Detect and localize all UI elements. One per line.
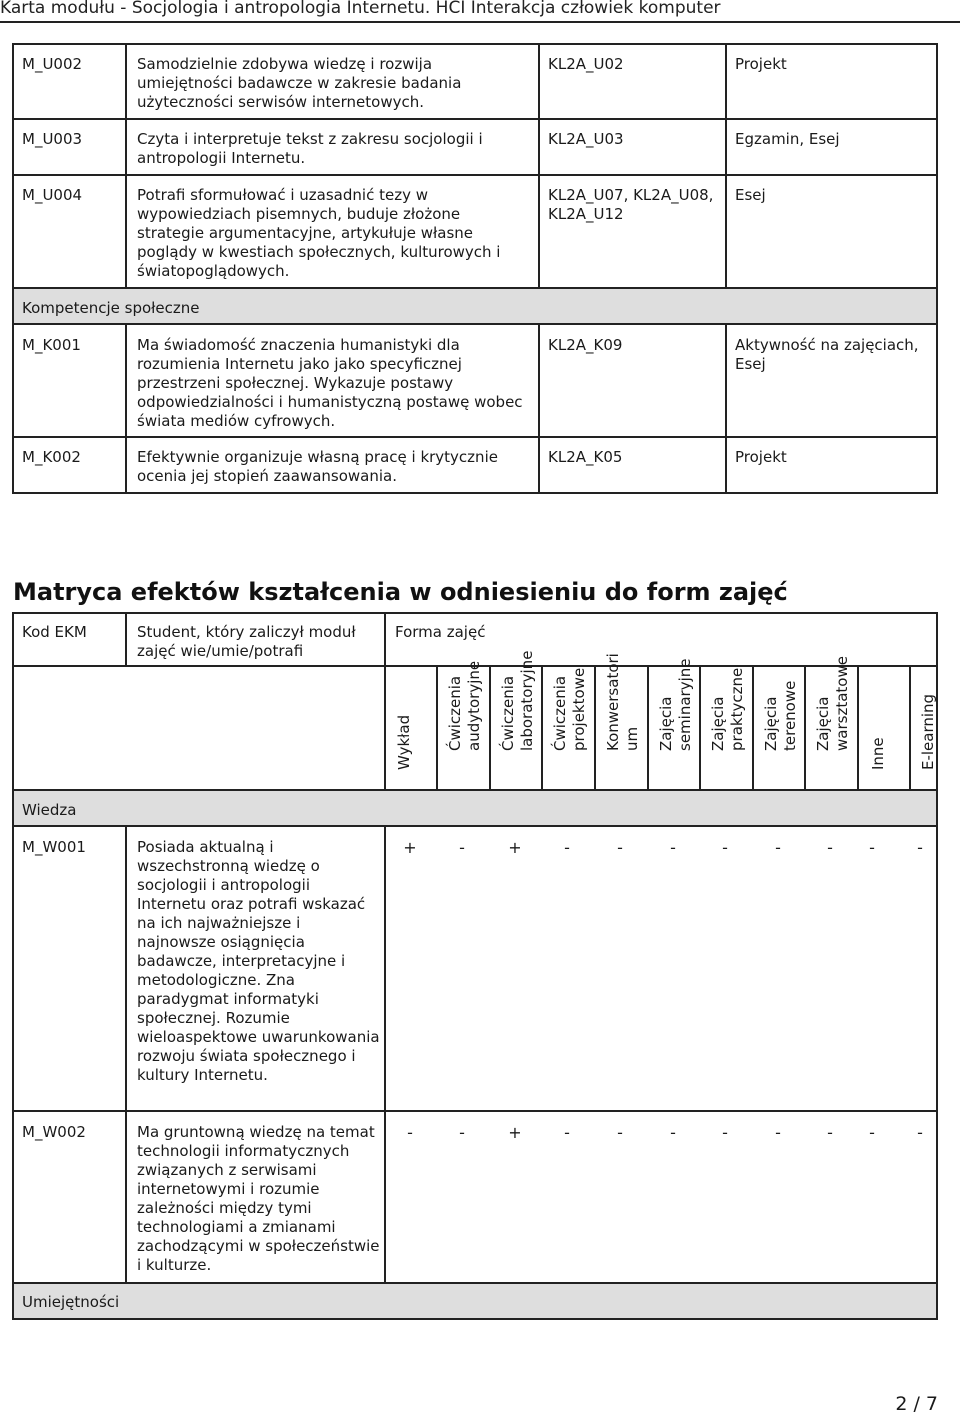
form-mark: -: [670, 838, 676, 857]
form-label: Wykład: [395, 714, 413, 770]
form-mark: -: [917, 838, 923, 857]
form-label: Ćwiczenia: [551, 675, 569, 751]
form-label: warsztatowe: [833, 656, 851, 751]
form-column-header: [446, 660, 499, 789]
form-label: terenowe: [781, 680, 799, 751]
section-label-knowledge: Wiedza: [22, 801, 77, 819]
column-header-forms: Forma zajęć: [395, 623, 486, 641]
outcome-method: Egzamin, Esej: [735, 130, 840, 148]
form-label: Konwersatori: [604, 653, 622, 751]
outcome-method: Esej: [735, 186, 766, 204]
form-mark: +: [508, 838, 522, 857]
matrix-row-description: Posiada aktualną i wszechstronną wiedzę o socjologii i antropologii Internetu oraz potrafi wskazać na ich najważniejsze i najnowsze osiągnięcia badawcze, interpretacyjne i metodologiczne. Zna paradygmat informatyki społecznej. Rozumie wieloaspektowe uwarunkowania rozwoju świata społecznego i kultury Internetu.: [137, 838, 380, 1084]
matrix-heading: Matryca efektów kształcenia w odniesieniu do form zajęć: [13, 578, 788, 606]
form-mark: -: [564, 1123, 570, 1142]
form-mark: -: [459, 1123, 465, 1142]
outcome-reference: KL2A_U02: [548, 55, 624, 73]
outcome-code: M_U002: [22, 55, 83, 73]
form-column-header: [919, 666, 960, 789]
outcome-reference: KL2A_U03: [548, 130, 624, 148]
form-mark: +: [403, 838, 417, 857]
form-label: laboratoryjne: [518, 650, 536, 751]
form-column-header: [709, 666, 762, 789]
outcome-description: Ma świadomość znaczenia humanistyki dla rozumienia Internetu jako jako specyficznej przestrzeni społecznej. Wykazuje postawy odpowiedzialności i humanistyczną postawę wobec świata mediów cyfrowych.: [137, 336, 523, 430]
form-mark: +: [508, 1123, 522, 1142]
form-column-header: [499, 650, 552, 789]
column-header-student: Student, który zaliczył moduł zajęć wie/umie/potrafi: [137, 623, 356, 660]
form-column-header: [814, 656, 867, 789]
form-mark: -: [722, 838, 728, 857]
outcome-description: Czyta i interpretuje tekst z zakresu socjologii i antropologii Internetu.: [137, 130, 483, 167]
form-mark: -: [407, 1123, 413, 1142]
form-label: E-learning: [919, 693, 937, 770]
form-label: Zajęcia: [762, 696, 780, 751]
form-column-header: [762, 666, 815, 789]
form-label: Zajęcia: [814, 696, 832, 751]
section-row-background: [13, 1283, 937, 1319]
form-mark: -: [775, 838, 781, 857]
form-mark: -: [459, 838, 465, 857]
form-column-header: [657, 658, 710, 789]
form-mark: -: [775, 1123, 781, 1142]
outcome-code: M_K001: [22, 336, 81, 354]
form-column-header: [604, 653, 657, 789]
matrix-row-code: M_W001: [22, 838, 86, 856]
form-mark: -: [617, 1123, 623, 1142]
outcome-description: Potrafi sformułować i uzasadnić tezy w wypowiedziach pisemnych, buduje złożone strategie argumentacyjne, artykułuje własne poglądy w kwestiach społecznych, kulturowych i światopoglądowych.: [137, 186, 501, 280]
outcome-code: M_U003: [22, 130, 83, 148]
column-header-code: Kod EKM: [22, 623, 87, 641]
outcome-code: M_K002: [22, 448, 81, 466]
outcome-description: Samodzielnie zdobywa wiedzę i rozwija umiejętności badawcze w zakresie badania użyteczności serwisów internetowych.: [137, 55, 462, 111]
form-mark: -: [827, 838, 833, 857]
outcome-method: Aktywność na zajęciach, Esej: [735, 336, 919, 373]
form-label: projektowe: [570, 667, 588, 751]
outcome-method: Projekt: [735, 448, 787, 466]
section-label-social-competences: Kompetencje społeczne: [22, 299, 200, 317]
form-label: audytoryjne: [465, 660, 483, 751]
outcome-reference: KL2A_K09: [548, 336, 623, 354]
form-mark: -: [722, 1123, 728, 1142]
outcome-code: M_U004: [22, 186, 83, 204]
section-row-background: [13, 790, 937, 826]
matrix-row-description: Ma gruntowną wiedzę na temat technologii informatycznych związanych z serwisami internetowymi i rozumie zależności między tymi technologiami a zmianami zachodzącymi w społeczeństwie i kulturze.: [137, 1123, 380, 1274]
outcome-description: Efektywnie organizuje własną pracę i krytycznie ocenia jej stopień zaawansowania.: [137, 448, 498, 485]
page-number: 2 / 7: [895, 1393, 938, 1415]
outcome-method: Projekt: [735, 55, 787, 73]
section-label-skills: Umiejętności: [22, 1293, 120, 1311]
form-label: seminaryjne: [676, 658, 694, 751]
form-mark: -: [564, 838, 570, 857]
form-label: um: [623, 726, 641, 751]
form-mark: -: [827, 1123, 833, 1142]
outcome-reference: KL2A_K05: [548, 448, 623, 466]
form-column-header: [395, 666, 448, 789]
matrix-row-code: M_W002: [22, 1123, 86, 1141]
form-column-header: [869, 666, 922, 789]
form-label: Zajęcia: [709, 696, 727, 751]
form-label: praktyczne: [728, 667, 746, 751]
outcome-reference: KL2A_U07, KL2A_U08, KL2A_U12: [548, 186, 714, 223]
form-mark: -: [617, 838, 623, 857]
form-label: Zajęcia: [657, 696, 675, 751]
form-column-header: [551, 666, 604, 789]
form-mark: -: [869, 838, 875, 857]
page-header-title: Karta modułu - Socjologia i antropologia Internetu. HCI Interakcja człowiek komputer: [0, 0, 721, 18]
form-label: Ćwiczenia: [446, 675, 464, 751]
form-mark: -: [917, 1123, 923, 1142]
form-mark: -: [670, 1123, 676, 1142]
form-mark: -: [869, 1123, 875, 1142]
form-label: Inne: [869, 737, 887, 770]
form-label: Ćwiczenia: [499, 675, 517, 751]
